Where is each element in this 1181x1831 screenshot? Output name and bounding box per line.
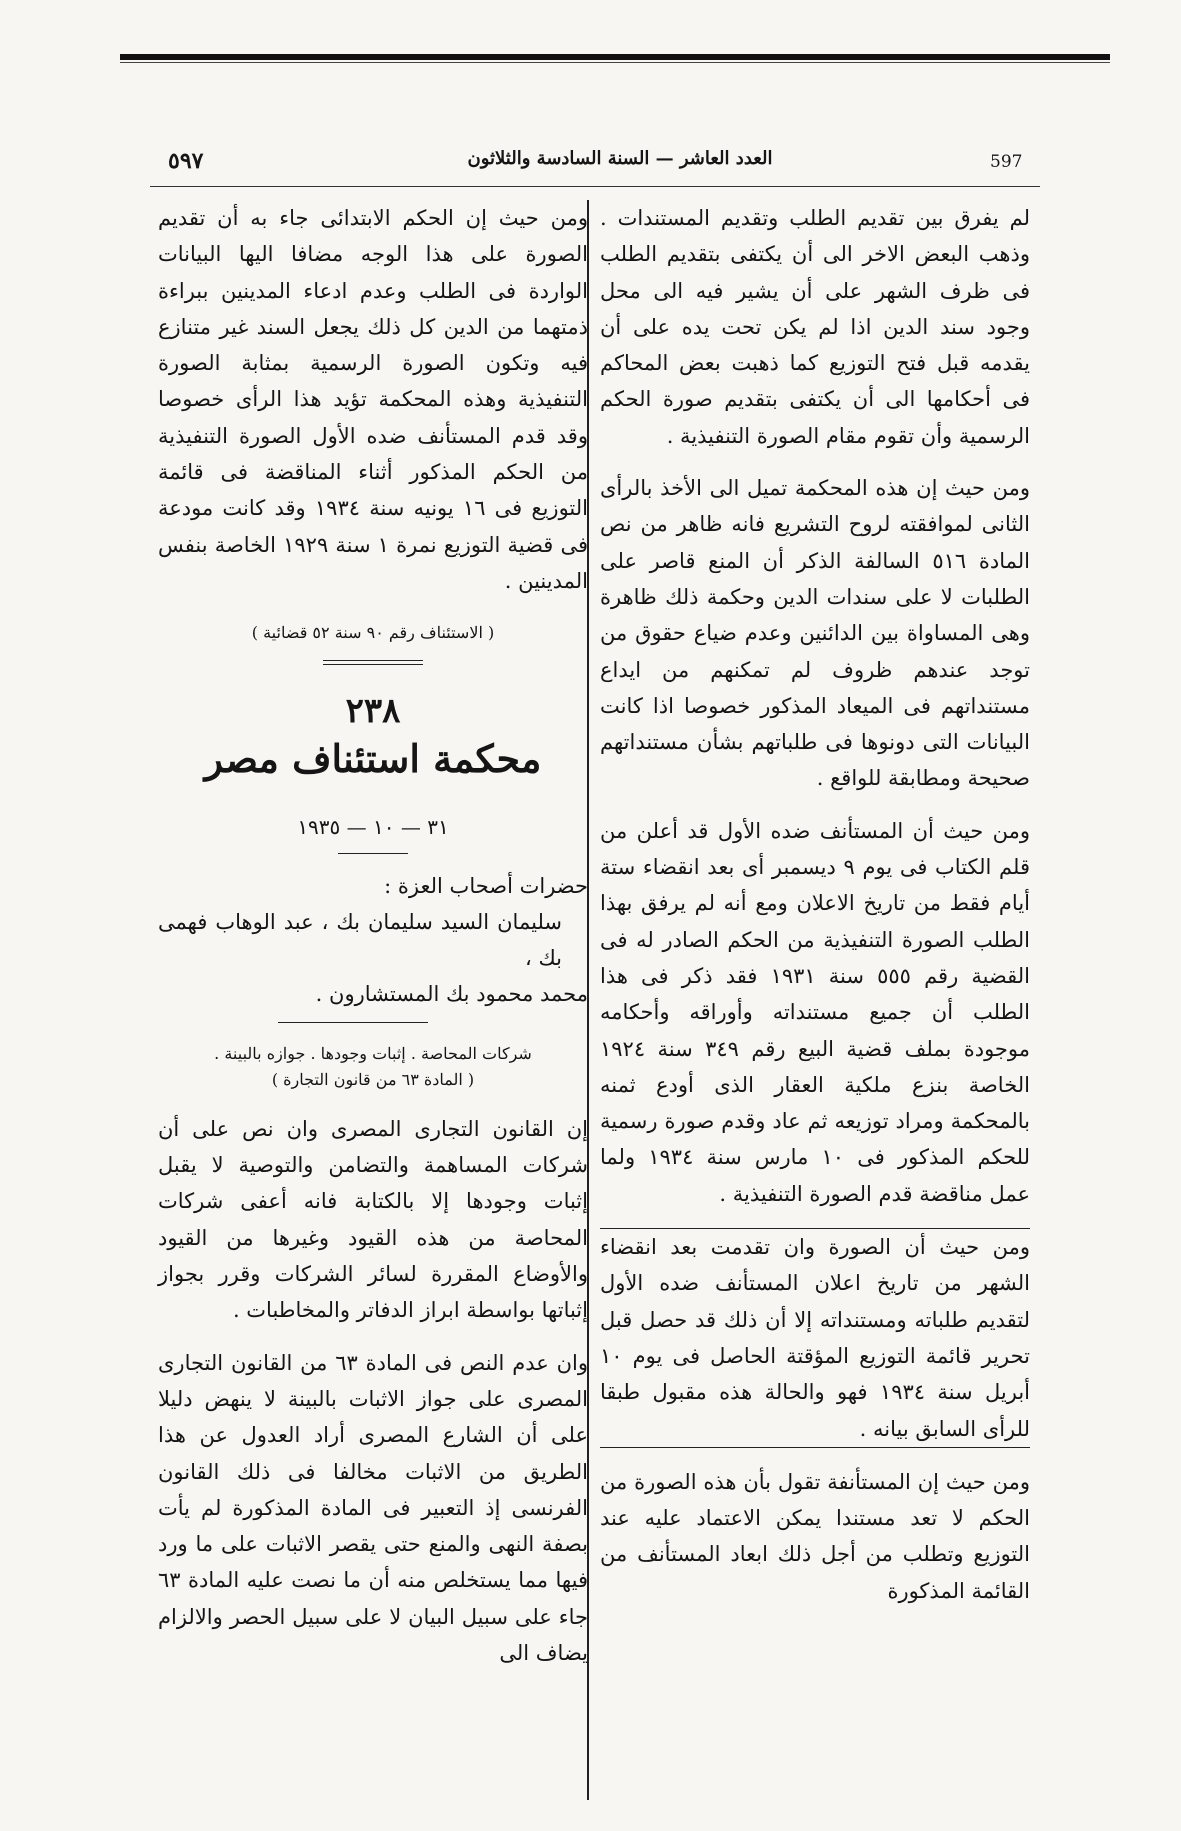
court-name: محكمة استئناف مصر [204, 735, 542, 781]
double-rule [323, 660, 423, 665]
paragraph: ومن حيث إن الحكم الابتدائى جاء به أن تقديم الصورة على هذا الوجه مضافا اليها البيانات الواردة فى الطلب وعدم ادعاء المدينين ببراءة ذمتهما من الدين كل ذلك يجعل السند غير متنازع فيه وتكون الصورة الرسمية بمثابة الصورة التنفيذية وهذه المحكمة تؤيد هذا الرأى خصوصا وقد قدم المستأنف ضده الأول الصورة التنفيذية من الحكم المذكور أثناء المناقضة فى قائمة التوزيع فى ١٦ يونيه سنة ١٩٣٤ وقد كانت مودعة فى قضية التوزيع نمرة ١ سنة ١٩٢٩ الخاصة بنفس المدينين . [158, 206, 588, 593]
paragraph: ومن حيث أن المستأنف ضده الأول قد أعلن من قلم الكتاب فى يوم ٩ ديسمبر أى بعد انقضاء ستة أيام فقط من تاريخ الاعلان ومع أنه لم يرفق بهذا الطلب الصورة التنفيذية من الحكم الصادر له فى القضية رقم ٥٥٥ سنة ١٩٣١ فقد ذكر فى هذا الطلب أن جميع مستنداته وأوراقه وأحكامه موجودة بملف قضية البيع رقم ٣٤٩ سنة ١٩٢٤ الخاصة بنزع ملكية العقار الذى أودع ثمنه بالمحكمة ومراد توزيعه ثم عاد وقدم صورة رسمية للحكم المذكور فى ١٠ مارس سنة ١٩٣٤ ولما عمل مناقضة قدم الصورة التنفيذية . [600, 818, 1031, 1206]
paragraph: ومن حيث إن هذه المحكمة تميل الى الأخذ بالرأى الثانى لموافقته لروح التشريع فانه ظاهر من نص المادة ٥١٦ السالفة الذكر أن المنع قاصر على الطلبات لا على سندات الدين وحكمة ذلك ظاهرة وهى المساواة بين الدائنين وعدم ضياع حقوق من توجد عندهم ظروف لم تمكنهم من ايداع مستنداتهم فى الميعاد المذكور خصوصا اذا كانت البيانات التى دونوها فى طلباتهم بشأن مستنداتهم صحيحة ومطابقة للواقع . [600, 476, 1030, 791]
header-rule [150, 186, 1040, 187]
paragraph: لم يفرق بين تقديم الطلب وتقديم المستندات . وذهب البعض الاخر الى أن يكتفى بتقديم الطلب فى ظرف الشهر على أن يشير فيه الى محل وجود سند الدين اذا لم يكن تحت يده على أن يقدمه قبل فتح التوزيع كما ذهبت بعض المحاكم فى أحكامها الى أن يكتفى بتقديم صورة الحكم الرسمية وأن تقوم مقام الصورة التنفيذية . [600, 206, 1030, 448]
article-reference: ( المادة ٦٣ من قانون التجارة ) [271, 1069, 475, 1089]
panel-members-line: سليمان السيد سليمان بك ، عبد الوهاب فهمى بك ، [158, 909, 562, 970]
page-header [150, 148, 1040, 178]
panel-rule [278, 1022, 428, 1023]
panel-intro: حضرات أصحاب العزة : [384, 873, 588, 898]
case-reference: ( الاستئناف رقم ٩٠ سنة ٥٢ قضائية ) [251, 623, 495, 643]
keywords [158, 1041, 588, 1093]
running-head: العدد العاشر — السنة السادسة والثلاثون [467, 148, 773, 169]
right-column [600, 200, 1030, 1625]
keywords-line: شركات المحاصة . إثبات وجودها . جوازه بالبينة . [214, 1043, 532, 1063]
hearing-date: ٣١ — ١٠ — ١٩٣٥ [297, 814, 449, 839]
top-rule-thin [120, 62, 1110, 63]
holding-paragraph: إن القانون التجارى المصرى وان نص على أن شركات المساهمة والتضامن والتوصية لا يقبل إثبات وجودها إلا بالكتابة فانه أعفى شركات المحاصة من هذه القيود وغيرها من القيود والأوضاع المقررة لسائر الشركات وقرر بجواز إثباتها بواسطة ابراز الدفاتر والمخاطبات . [158, 1116, 588, 1323]
top-rule [120, 54, 1110, 60]
page-number-latin: 597 [990, 152, 1023, 172]
left-column [158, 200, 588, 1687]
short-rule [338, 853, 408, 854]
panel-members-line: محمد محمود بك المستشارون . [315, 981, 588, 1006]
page-number-arabic: ٥٩٧ [168, 148, 204, 174]
case-number: ٢٣٨ [345, 690, 401, 731]
holding-paragraph: وان عدم النص فى المادة ٦٣ من القانون التجارى المصرى على جواز الاثبات بالبينة لا ينهض دليلا على أن الشارع المصرى أراد العدول عن هذا الطريق من الاثبات مخالفا فى ذلك القانون الفرنسى إذ التعبير فى المادة المذكورة لم يأت بصفة النهى والمنع حتى يقصر الاثبات على ما ورد فيها مما يستخلص منه أن ما نصت عليه المادة ٦٣ جاء على سبيل البيان لا على سبيل الحصر والالزام يضاف الى [158, 1350, 589, 1666]
paragraph: ومن حيث إن المستأنفة تقول بأن هذه الصورة من الحكم لا تعد مستندا يمكن الاعتماد عليه عند التوزيع وتطلب من أجل ذلك ابعاد المستأنف من القائمة المذكورة [600, 1469, 1030, 1603]
boxed-paragraph: ومن حيث أن الصورة وان تقدمت بعد انقضاء الشهر من تاريخ اعلان المستأنف ضده الأول لتقديم طلباته ومستنداته إلا أن ذلك قد حصل قبل تحرير قائمة التوزيع المؤقتة الحاصل فى يوم ١٠ أبريل سنة ١٩٣٤ فهو والحالة هذه مقبول طبقا للرأى السابق بيانه . [600, 1228, 1030, 1448]
judges-panel [158, 868, 588, 1012]
